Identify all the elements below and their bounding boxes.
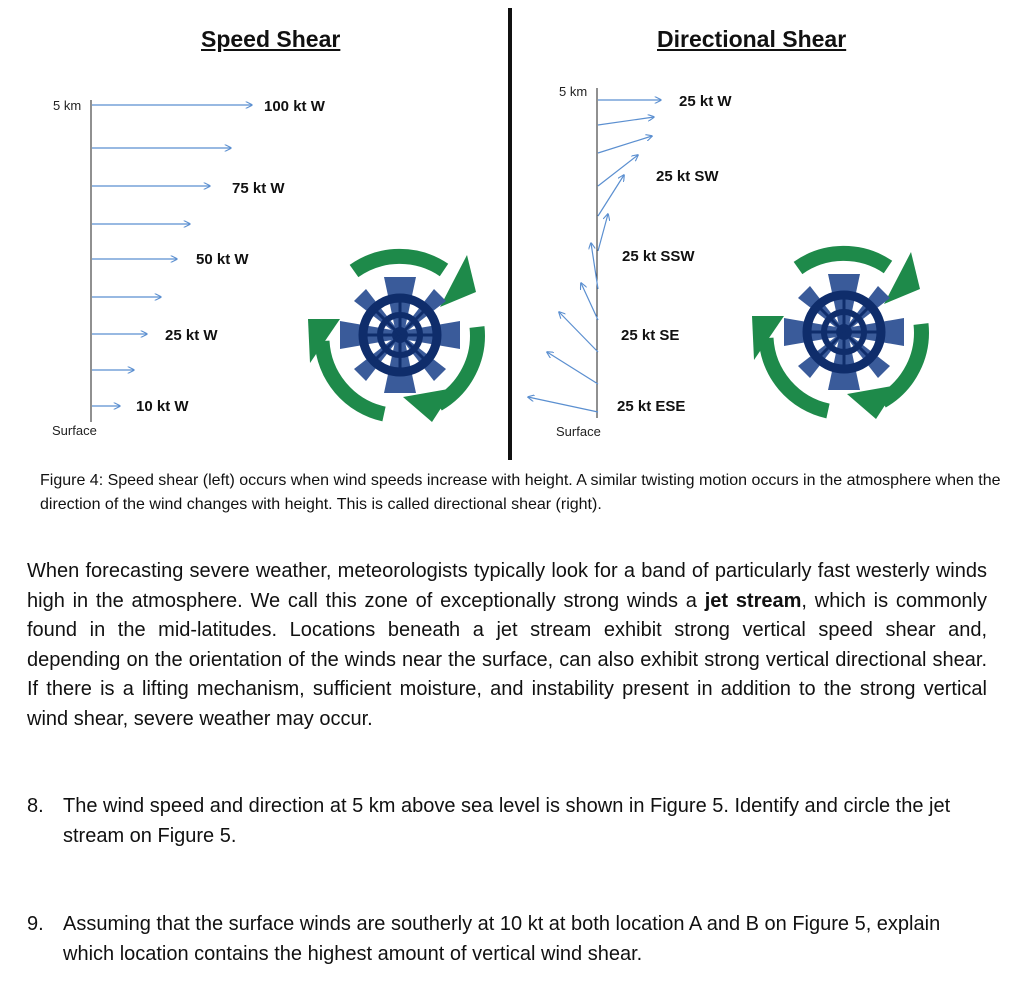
dir-arrow-2 xyxy=(598,117,654,125)
rotation-icon xyxy=(752,252,921,419)
directional-wind-label: 25 kt SE xyxy=(621,327,680,344)
dir-arrow-3 xyxy=(598,136,652,153)
dir-arrow-4 xyxy=(598,155,638,186)
question-text: The wind speed and direction at 5 km above sea level is shown in Figure 5. Identify and circle the jet stream on Figure 5. xyxy=(63,795,951,847)
paragraph-text: , which is commonly found in the mid-latitudes. Locations beneath a jet stream exhibit strong vertical speed shear and, depending on the orientation of the winds near the surface, can also exhibit strong vertical directional shear. If there is a lifting mechanism, sufficient moisture, and instability present in addition to the strong vertical wind shear, severe weather may occur. xyxy=(27,589,988,730)
figure-4 xyxy=(0,0,1024,470)
directional-wind-label: 25 kt SSW xyxy=(622,248,695,265)
directional-top-label: 5 km xyxy=(559,84,588,99)
directional-wind-label: 25 kt ESE xyxy=(617,398,686,415)
dir-arrow-9 xyxy=(559,312,598,352)
rotation-icon xyxy=(308,255,477,422)
question-number: 9. xyxy=(27,913,44,935)
jet-stream-term: stream xyxy=(735,589,802,612)
paddle-wheel xyxy=(340,277,460,393)
speed-surface-label: Surface xyxy=(52,423,97,438)
directional-wind-label: 25 kt W xyxy=(679,93,732,110)
speed-wind-label: 75 kt W xyxy=(232,180,285,197)
dir-arrow-6 xyxy=(598,214,608,251)
directional-surface-label: Surface xyxy=(556,424,601,439)
paddle-wheel xyxy=(784,274,904,390)
question-number: 8. xyxy=(27,795,44,817)
paragraph-text xyxy=(728,590,736,612)
dir-arrow-10 xyxy=(547,352,598,384)
dir-arrow-11 xyxy=(528,397,598,412)
jet-stream-term: jet xyxy=(704,589,729,612)
dir-arrow-5 xyxy=(598,175,624,216)
speed-wind-label: 50 kt W xyxy=(196,251,249,268)
figure-caption: Figure 4: Speed shear (left) occurs when wind speeds increase with height. A similar twisting motion occurs in the atmosphere when the direction of the wind changes with height. This is called directional shear (right). xyxy=(40,472,1001,513)
speed-shear-title: Speed Shear xyxy=(201,26,341,52)
directional-wind-label: 25 kt SW xyxy=(656,168,719,185)
speed-wind-label: 100 kt W xyxy=(264,98,325,115)
paragraph-text: When forecasting severe weather, meteorologists typically look for a band of particularly fast westerly winds high in the atmosphere. We call this zone of exceptionally strong winds a xyxy=(27,560,987,612)
speed-top-label: 5 km xyxy=(53,98,82,113)
question-text: Assuming that the surface winds are southerly at 10 kt at both location A and B on Figure 5, explain which location contains the highest amount of vertical wind shear. xyxy=(63,913,941,965)
directional-shear-title: Directional Shear xyxy=(657,26,847,52)
speed-wind-label: 25 kt W xyxy=(165,327,218,344)
speed-wind-label: 10 kt W xyxy=(136,398,189,415)
dir-arrow-8 xyxy=(581,283,598,320)
body-paragraph xyxy=(27,557,987,734)
question-8 xyxy=(27,792,987,851)
question-9 xyxy=(27,910,987,969)
